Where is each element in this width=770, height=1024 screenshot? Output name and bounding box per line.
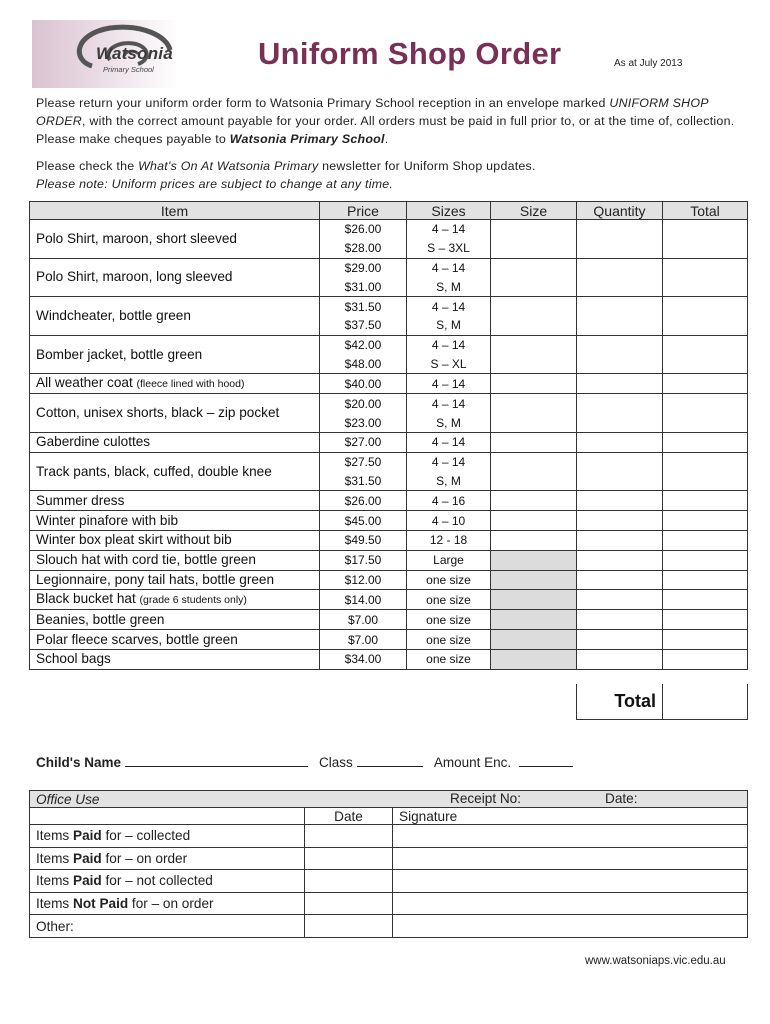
page-title: Uniform Shop Order (258, 36, 562, 71)
item-name: Windcheater, bottle green (30, 297, 320, 336)
table-row (30, 825, 748, 848)
table-row (30, 335, 748, 354)
quantity-input[interactable] (577, 432, 663, 452)
quantity-input[interactable] (577, 530, 663, 550)
total-input[interactable] (663, 570, 748, 590)
item-name: Winter pinafore with bib (30, 511, 320, 531)
col-total: Total (663, 202, 748, 220)
total-input[interactable] (663, 590, 748, 610)
size-input[interactable] (491, 297, 577, 336)
item-sizes: 4 – 14 (407, 258, 491, 277)
item-note: (fleece lined with hood) (136, 378, 245, 391)
item-sizes: 4 – 14 (407, 394, 491, 413)
quantity-input[interactable] (577, 220, 663, 259)
office-date-field[interactable] (305, 825, 393, 848)
child-details-line: Child's Name Class Amount Enc. (36, 754, 573, 770)
total-input[interactable] (663, 432, 748, 452)
item-price: $42.00 (320, 335, 407, 354)
item-name: Bomber jacket, bottle green (30, 335, 320, 374)
office-subheader-row (30, 808, 748, 825)
office-other-label: Other: (30, 915, 305, 938)
item-sizes: 4 – 14 (407, 374, 491, 394)
instructions-paragraph: Please return your uniform order form to Watsonia Primary School reception in an envelope marked UNIFORM SHOP ORDER, with the correct amount payable for your order. All orders must be paid in full prior to, or at the time of, collection. Please make cheques payable to Watsonia Primary School. (36, 96, 735, 146)
date-col-label: Date (305, 808, 393, 825)
table-row (30, 432, 748, 452)
item-name: School bags (30, 649, 320, 669)
size-input[interactable] (491, 335, 577, 374)
office-row-label: Items Paid for – not collected (30, 870, 305, 893)
size-cell-shaded (491, 590, 577, 610)
col-item: Item (30, 202, 320, 220)
size-cell-shaded (491, 630, 577, 650)
item-price: $23.00 (320, 413, 407, 432)
item-price: $12.00 (320, 570, 407, 590)
item-sizes: 4 – 14 (407, 452, 491, 471)
item-sizes: one size (407, 649, 491, 669)
item-price: $7.00 (320, 630, 407, 650)
size-input[interactable] (491, 530, 577, 550)
item-sizes: Large (407, 550, 491, 570)
item-sizes: 4 – 14 (407, 297, 491, 316)
quantity-input[interactable] (577, 374, 663, 394)
item-name: Slouch hat with cord tie, bottle green (30, 550, 320, 570)
class-field[interactable] (357, 754, 423, 767)
size-input[interactable] (491, 511, 577, 531)
total-input[interactable] (663, 649, 748, 669)
item-price: $31.00 (320, 277, 407, 296)
office-date-field[interactable] (305, 892, 393, 915)
table-row (30, 491, 748, 511)
table-row (30, 394, 748, 413)
item-name: Cotton, unisex shorts, black – zip pocket (30, 394, 320, 433)
table-row (30, 452, 748, 471)
table-row (30, 915, 748, 938)
item-name: Gaberdine culottes (30, 432, 320, 452)
col-size: Size (491, 202, 577, 220)
item-price: $29.00 (320, 258, 407, 277)
table-row (30, 610, 748, 630)
item-sizes: one size (407, 570, 491, 590)
quantity-input[interactable] (577, 570, 663, 590)
item-name: Polo Shirt, maroon, long sleeved (30, 258, 320, 297)
item-name: Polar fleece scarves, bottle green (30, 630, 320, 650)
order-table (29, 201, 748, 670)
office-signature-field[interactable] (393, 847, 748, 870)
total-input[interactable] (663, 630, 748, 650)
item-sizes: one size (407, 590, 491, 610)
table-row (30, 649, 748, 669)
table-row (30, 511, 748, 531)
item-sizes: S, M (407, 277, 491, 296)
office-row-label: Items Paid for – on order (30, 847, 305, 870)
table-header-row (30, 202, 748, 220)
total-input[interactable] (663, 610, 748, 630)
item-price: $45.00 (320, 511, 407, 531)
item-sizes: 12 - 18 (407, 530, 491, 550)
quantity-input[interactable] (577, 491, 663, 511)
item-sizes: S, M (407, 316, 491, 335)
school-name: Watsonia (96, 44, 173, 63)
item-price: $28.00 (320, 239, 407, 258)
total-input[interactable] (663, 530, 748, 550)
size-cell-shaded (491, 570, 577, 590)
item-price: $7.00 (320, 610, 407, 630)
table-row (30, 847, 748, 870)
quantity-input[interactable] (577, 590, 663, 610)
size-cell-shaded (491, 649, 577, 669)
item-sizes: 4 – 16 (407, 491, 491, 511)
item-name: Summer dress (30, 491, 320, 511)
item-name: Legionnaire, pony tail hats, bottle green (30, 570, 320, 590)
table-row (30, 258, 748, 277)
grand-total-label: Total (577, 684, 663, 719)
total-input[interactable] (663, 394, 748, 433)
table-row (30, 220, 748, 239)
grand-total-box (576, 684, 748, 720)
office-date-field[interactable] (305, 870, 393, 893)
amount-enclosed-field[interactable] (519, 754, 573, 767)
size-cell-shaded (491, 550, 577, 570)
office-header-row (30, 791, 748, 808)
item-name: All weather coat (fleece lined with hood) (30, 374, 320, 394)
size-input[interactable] (491, 491, 577, 511)
item-name: Black bucket hat (grade 6 students only) (30, 590, 320, 610)
item-sizes: S – XL (407, 355, 491, 374)
office-date-field[interactable] (305, 915, 393, 938)
table-row (30, 297, 748, 316)
child-name-field[interactable] (125, 754, 308, 767)
total-input[interactable] (663, 511, 748, 531)
item-price: $27.00 (320, 432, 407, 452)
item-sizes: 4 – 14 (407, 335, 491, 354)
signature-col-label: Signature (393, 808, 748, 825)
quantity-input[interactable] (577, 452, 663, 491)
size-input[interactable] (491, 432, 577, 452)
item-sizes: S – 3XL (407, 239, 491, 258)
receipt-no-label: Receipt No: (450, 791, 522, 806)
size-input[interactable] (491, 394, 577, 433)
size-input[interactable] (491, 452, 577, 491)
item-sizes: 4 – 14 (407, 220, 491, 239)
total-input[interactable] (663, 335, 748, 374)
quantity-input[interactable] (577, 550, 663, 570)
item-price: $49.50 (320, 530, 407, 550)
website-link[interactable]: www.watsoniaps.vic.edu.au (585, 955, 726, 967)
office-signature-field[interactable] (393, 892, 748, 915)
item-price: $40.00 (320, 374, 407, 394)
office-date-field[interactable] (305, 847, 393, 870)
quantity-input[interactable] (577, 511, 663, 531)
office-signature-field[interactable] (393, 870, 748, 893)
table-row (30, 550, 748, 570)
col-quantity: Quantity (577, 202, 663, 220)
quantity-input[interactable] (577, 630, 663, 650)
item-price: $27.50 (320, 452, 407, 471)
price-note: Please note: Uniform prices are subject to change at any time. (36, 177, 394, 191)
quantity-input[interactable] (577, 394, 663, 433)
as-at-date: As at July 2013 (614, 58, 683, 69)
quantity-input[interactable] (577, 258, 663, 297)
size-input[interactable] (491, 258, 577, 297)
item-price: $31.50 (320, 472, 407, 491)
office-signature-field[interactable] (393, 915, 748, 938)
total-input[interactable] (663, 452, 748, 491)
total-input[interactable] (663, 374, 748, 394)
col-price: Price (320, 202, 407, 220)
item-sizes: 4 – 10 (407, 511, 491, 531)
item-name: Winter box pleat skirt without bib (30, 530, 320, 550)
size-cell-shaded (491, 610, 577, 630)
size-input[interactable] (491, 374, 577, 394)
table-row (30, 892, 748, 915)
office-signature-field[interactable] (393, 825, 748, 848)
item-sizes: one size (407, 610, 491, 630)
newsletter-note: Please check the What's On At Watsonia Primary newsletter for Uniform Shop updates. (36, 159, 536, 173)
item-name: Track pants, black, cuffed, double knee (30, 452, 320, 491)
item-sizes: S, M (407, 413, 491, 432)
school-subtitle: Primary School (103, 65, 154, 74)
quantity-input[interactable] (577, 297, 663, 336)
table-row (30, 530, 748, 550)
item-price: $14.00 (320, 590, 407, 610)
table-row (30, 630, 748, 650)
col-sizes: Sizes (407, 202, 491, 220)
table-row (30, 570, 748, 590)
item-sizes: one size (407, 630, 491, 650)
item-sizes: 4 – 14 (407, 432, 491, 452)
item-price: $34.00 (320, 649, 407, 669)
office-row-label: Items Not Paid for – on order (30, 892, 305, 915)
office-row-label: Items Paid for – collected (30, 825, 305, 848)
item-price: $26.00 (320, 220, 407, 239)
item-sizes: S, M (407, 472, 491, 491)
total-input[interactable] (663, 220, 748, 259)
item-price: $48.00 (320, 355, 407, 374)
total-input[interactable] (663, 491, 748, 511)
item-price: $20.00 (320, 394, 407, 413)
total-input[interactable] (663, 297, 748, 336)
item-price: $26.00 (320, 491, 407, 511)
quantity-input[interactable] (577, 610, 663, 630)
date-top-label: Date: (605, 791, 638, 806)
item-name: Polo Shirt, maroon, short sleeved (30, 220, 320, 259)
table-row (30, 374, 748, 394)
total-input[interactable] (663, 550, 748, 570)
item-price: $37.50 (320, 316, 407, 335)
quantity-input[interactable] (577, 649, 663, 669)
size-input[interactable] (491, 220, 577, 259)
table-row (30, 590, 748, 610)
item-price: $31.50 (320, 297, 407, 316)
item-note: (grade 6 students only) (139, 594, 247, 607)
item-price: $17.50 (320, 550, 407, 570)
office-use-table (29, 790, 748, 938)
office-use-label: Office Use (36, 791, 100, 807)
item-name: Beanies, bottle green (30, 610, 320, 630)
quantity-input[interactable] (577, 335, 663, 374)
table-row (30, 870, 748, 893)
total-input[interactable] (663, 258, 748, 297)
